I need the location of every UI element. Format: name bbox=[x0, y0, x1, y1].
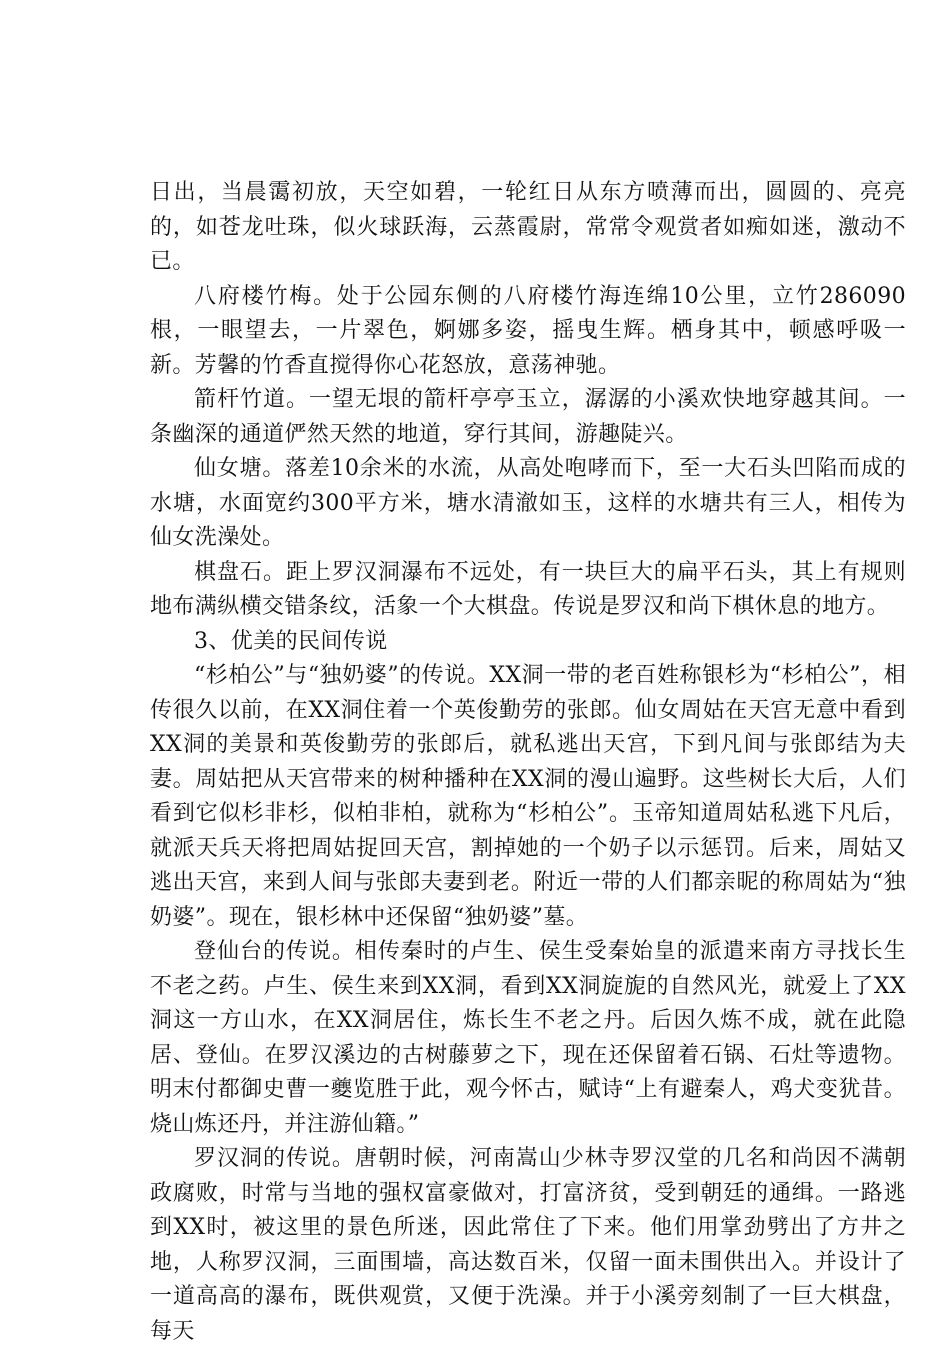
section-heading-legends: 3、优美的民间传说 bbox=[194, 628, 388, 654]
paragraph-legend-luohan: 罗汉洞的传说。唐朝时候，河南嵩山少林寺罗汉堂的几名和尚因不满朝政腐败，时常与当地的强权富豪做对，打富济贫，受到朝廷的通缉。一路逃到XX时，被这里的景色所迷，因此常住了下来。他们用掌劲劈出了方井之地，人称罗汉洞，三面围墙，高达数百米，仅留一面未围供出入。并设计了一道高高的瀑布，既供观赏，又便于洗澡。并于小溪旁刻制了一巨大棋盘，每天 bbox=[150, 1146, 906, 1344]
paragraph-sunrise: 日出，当晨霭初放，天空如碧，一轮红日从东方喷薄而出，圆圆的、亮亮的，如苍龙吐珠，似火球跃海，云蒸霞尉，常常令观赏者如痴如迷，激动不已。 bbox=[150, 180, 906, 274]
paragraph-legend-shanbai: “杉柏公”与“独奶婆”的传说。XX洞一带的老百姓称银杉为“杉柏公”，相传很久以前，在XX洞住着一个英俊勤劳的张郎。仙女周姑在天宫无意中看到XX洞的美景和英俊勤劳的张郎后，就私逃出天宫，下到凡间与张郎结为夫妻。周姑把从天宫带来的树种播种在XX洞的漫山遍野。这些树长大后，人们看到它似杉非杉，似柏非柏，就称为“杉柏公”。玉帝知道周姑私逃下凡后，就派天兵天将把周姑捉回天宫，割掉她的一个奶子以示惩罚。后来，周姑又逃出天宫，来到人间与张郎夫妻到老。附近一带的人们都亲昵的称周姑为“独奶婆”。现在，银杉林中还保留“独奶婆”墓。 bbox=[150, 663, 906, 930]
paragraph-legend-dengxian: 登仙台的传说。相传秦时的卢生、侯生受秦始皇的派遣来南方寻找长生不老之药。卢生、侯生来到XX洞，看到XX洞旋旎的自然风光，就爱上了XX洞这一方山水，在XX洞居住，炼长生不老之丹。后因久炼不成，就在此隐居、登仙。在罗汉溪边的古树藤萝之下，现在还保留着石锅、石灶等遗物。明末付都御史曹一夔览胜于此，观今怀古，赋诗“上有避秦人，鸡犬变犹昔。烧山炼还丹，并注游仙籍。” bbox=[150, 939, 906, 1137]
document-body bbox=[150, 176, 906, 1349]
paragraph-bamboo-plum: 八府楼竹梅。处于公园东侧的八府楼竹海连绵10公里，立竹286090根，一眼望去，一片翠色，婀娜多姿，摇曳生辉。栖身其中，顿感呼吸一新。芳馨的竹香直搅得你心花怒放，意荡神驰。 bbox=[150, 283, 906, 378]
paragraph-fairy-pond: 仙女塘。落差10余米的水流，从高处咆哮而下，至一大石头凹陷而成的水塘，水面宽约300平方米，塘水清澈如玉，这样的水塘共有三人，相传为仙女洗澡处。 bbox=[150, 456, 906, 550]
paragraph-chess-stone: 棋盘石。距上罗汉洞瀑布不远处，有一块巨大的扁平石头，其上有规则地布满纵横交错条纹，活象一个大棋盘。传说是罗汉和尚下棋休息的地方。 bbox=[150, 559, 906, 619]
paragraph-bamboo-road: 箭杆竹道。一望无垠的箭杆亭亭玉立，潺潺的小溪欢快地穿越其间。一条幽深的通道俨然天然的地道，穿行其间，游趣陡兴。 bbox=[150, 387, 906, 447]
